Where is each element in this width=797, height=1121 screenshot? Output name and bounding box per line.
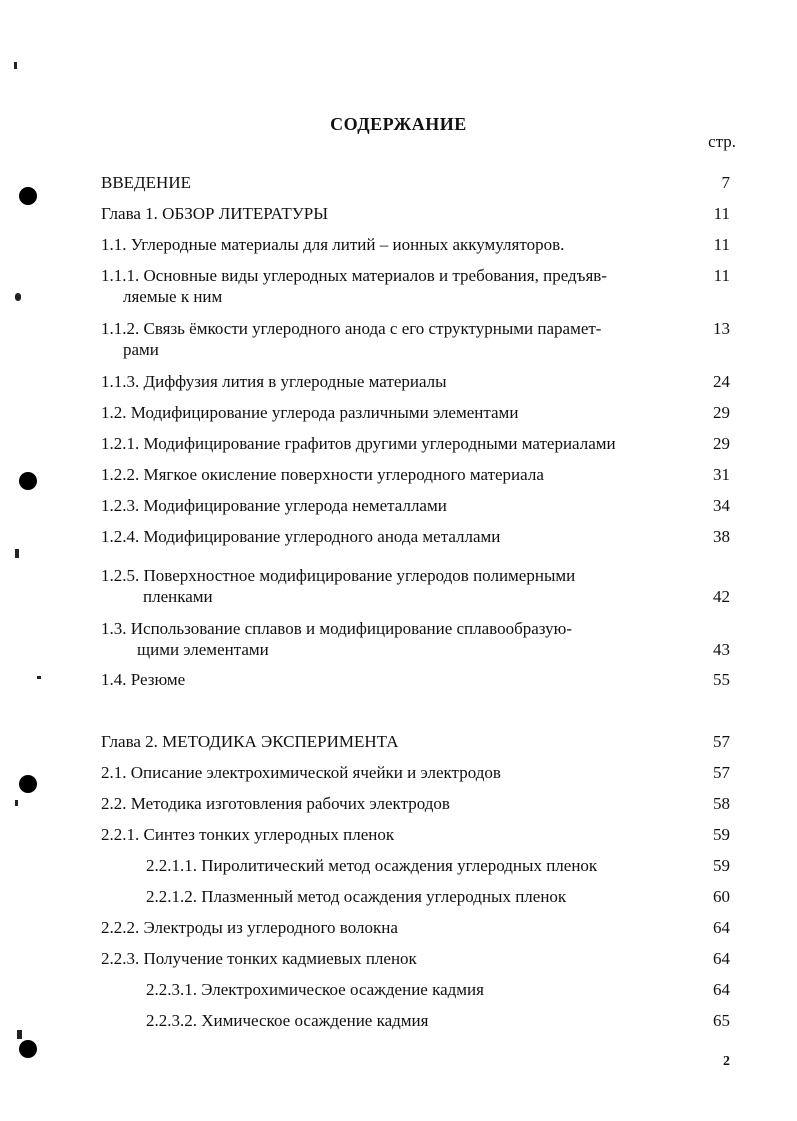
toc-entry-page: 11	[713, 235, 730, 254]
toc-entry-title: 1.2.4. Модифицирование углеродного анода металлами	[101, 527, 501, 546]
toc-entry-page: 24	[713, 372, 730, 391]
scan-speck	[15, 549, 19, 558]
toc-entry-page: 64	[713, 949, 730, 968]
binder-hole	[19, 187, 37, 205]
toc-entry	[0, 265, 797, 305]
toc-entry	[0, 318, 797, 358]
toc-entry	[0, 526, 797, 566]
toc-entry-title: 2.2.1.2. Плазменный метод осаждения углеродных пленок	[146, 887, 567, 906]
scan-speck	[15, 800, 18, 806]
toc-entry	[0, 669, 797, 709]
toc-entry-page: 7	[721, 173, 730, 192]
toc-entry-title: 2.2.1. Синтез тонких углеродных пленок	[101, 825, 395, 844]
toc-entry-page: 65	[713, 1011, 730, 1030]
toc-entry-title: 1.2.3. Модифицирование углерода неметаллами	[101, 496, 447, 515]
page-number: 2	[723, 1054, 730, 1069]
toc-entry-title: 1.1.1. Основные виды углеродных материалов и требования, предъяв-	[101, 266, 607, 285]
toc-entry-title: 1.1.3. Диффузия лития в углеродные материалы	[101, 372, 447, 391]
toc-entry-page: 29	[713, 434, 730, 453]
toc-entry-title: 1.1. Углеродные материалы для литий – ионных аккумуляторов.	[101, 235, 565, 254]
page-column-label: стр.	[708, 132, 736, 151]
toc-entry-title: 2.2.3.1. Электрохимическое осаждение кадмия	[146, 980, 484, 999]
toc-entry-title-continued: пленками	[143, 587, 213, 606]
scan-speck	[37, 676, 41, 679]
toc-entry-page: 59	[713, 825, 730, 844]
scan-speck	[14, 62, 17, 69]
toc-entry-page: 31	[713, 465, 730, 484]
toc-entry-page: 55	[713, 670, 730, 689]
scan-speck	[15, 293, 21, 301]
toc-entry	[0, 618, 797, 658]
page-title: СОДЕРЖАНИЕ	[330, 114, 467, 134]
toc-entry-page: 11	[713, 266, 730, 285]
toc-entry-page: 13	[713, 319, 730, 338]
toc-entry-page: 64	[713, 980, 730, 999]
binder-hole	[19, 1040, 37, 1058]
toc-entry-title: 1.2.5. Поверхностное модифицирование углеродов полимерными	[101, 566, 576, 585]
toc-entry-page: 57	[713, 732, 730, 751]
binder-hole	[19, 472, 37, 490]
toc-entry-title: 1.4. Резюме	[101, 670, 186, 689]
toc-entry	[0, 565, 797, 605]
toc-entry-title: 2.2. Методика изготовления рабочих электродов	[101, 794, 450, 813]
toc-entry-title: ВВЕДЕНИЕ	[101, 173, 191, 192]
toc-entry-title: 1.2.2. Мягкое окисление поверхности углеродного материала	[101, 465, 544, 484]
toc-entry-title: Глава 1. ОБЗОР ЛИТЕРАТУРЫ	[101, 204, 329, 223]
toc-entry-title: 2.1. Описание электрохимической ячейки и электродов	[101, 763, 501, 782]
toc-entry-title: 2.2.2. Электроды из углеродного волокна	[101, 918, 398, 937]
toc-entry-title: 1.2. Модифицирование углерода различными элементами	[101, 403, 519, 422]
toc-entry-page: 58	[713, 794, 730, 813]
toc-entry-page: 60	[713, 887, 730, 906]
toc-entry-title: Глава 2. МЕТОДИКА ЭКСПЕРИМЕНТА	[101, 732, 399, 751]
toc-entry-title: 1.1.2. Связь ёмкости углеродного анода с его структурными парамет-	[101, 319, 602, 338]
toc-entry-page: 59	[713, 856, 730, 875]
toc-entry-page: 42	[713, 587, 730, 606]
toc-entry	[0, 1010, 797, 1050]
toc-entry-title: 2.2.3.2. Химическое осаждение кадмия	[146, 1011, 429, 1030]
toc-entry-title-continued: рами	[123, 340, 159, 359]
toc-entry-page: 34	[713, 496, 730, 515]
toc-entry-title-continued: ляемые к ним	[123, 287, 223, 306]
toc-entry-page: 57	[713, 763, 730, 782]
toc-entry-page: 64	[713, 918, 730, 937]
toc-entry-page: 11	[713, 204, 730, 223]
toc-entry-title: 2.2.3. Получение тонких кадмиевых пленок	[101, 949, 417, 968]
toc-entry-title-continued: щими элементами	[137, 640, 269, 659]
toc-entry-page: 43	[713, 640, 730, 659]
binder-hole	[19, 775, 37, 793]
toc-entry-title: 1.2.1. Модифицирование графитов другими углеродными материалами	[101, 434, 616, 453]
toc-entry-page: 38	[713, 527, 730, 546]
scan-speck	[17, 1030, 22, 1039]
toc-entry-page: 29	[713, 403, 730, 422]
toc-entry-title: 1.3. Использование сплавов и модифицирование сплавообразую-	[101, 619, 573, 638]
toc-entry-title: 2.2.1.1. Пиролитический метод осаждения углеродных пленок	[146, 856, 598, 875]
